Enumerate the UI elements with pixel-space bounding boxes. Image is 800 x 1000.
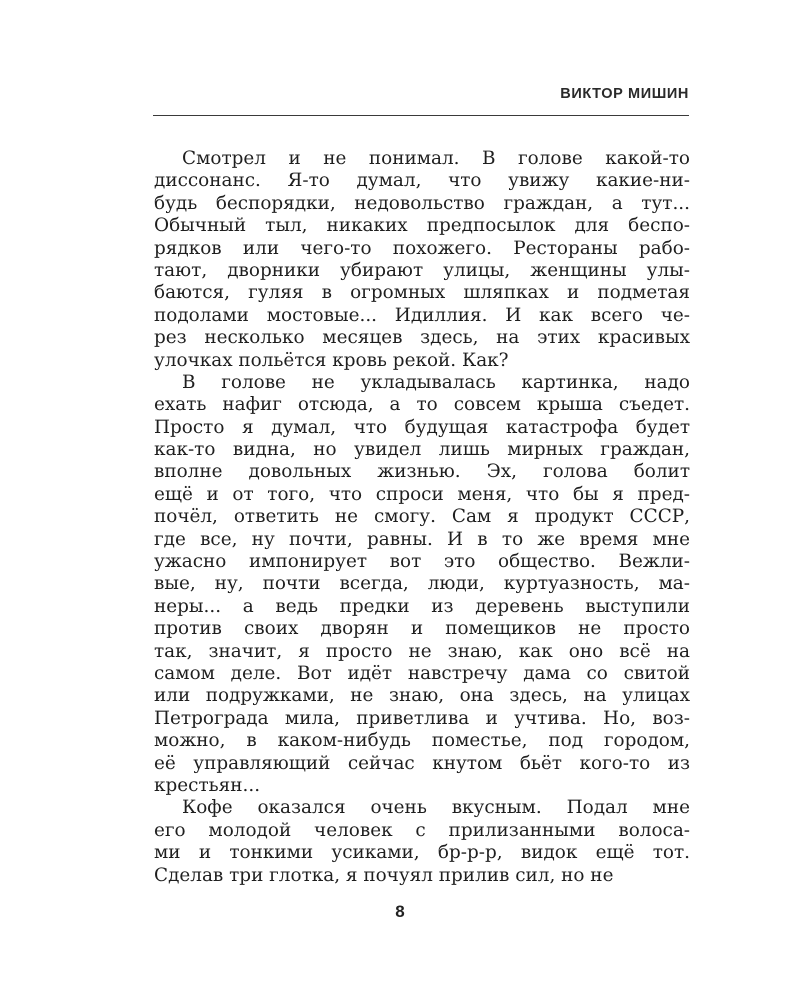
text-line: Сделав три глотка, я почуял прилив сил, но не bbox=[154, 864, 614, 886]
paragraph bbox=[154, 148, 690, 372]
text-line: диссонанс. Я-то думал, что увижу какие-ни- bbox=[154, 170, 690, 192]
text-line: вполне довольных жизнью. Эх, голова болит bbox=[154, 461, 690, 483]
text-line: Смотрел и не понимал. В голове какой-то bbox=[182, 148, 690, 169]
text-line: улочках польётся кровь рекой. Как? bbox=[154, 349, 509, 371]
text-line: Обычный тыл, никаких предпосылок для беспо- bbox=[154, 215, 690, 237]
text-line: крестьян... bbox=[154, 774, 261, 796]
text-line: тают, дворники убирают улицы, женщины улы- bbox=[154, 259, 690, 281]
text-line: самом деле. Вот идёт навстречу дама со свитой bbox=[154, 662, 690, 684]
text-line: неры... а ведь предки из деревень выступили bbox=[154, 595, 690, 617]
text-line: против своих дворян и помещиков не просто bbox=[154, 618, 690, 640]
text-line: его молодой человек с прилизанными волоса- bbox=[154, 819, 690, 841]
text-line: Просто я думал, что будущая катастрофа будет bbox=[154, 416, 690, 438]
text-line: Кофе оказался очень вкусным. Подал мне bbox=[182, 797, 690, 819]
running-head-author: ВИКТОР МИШИН bbox=[560, 86, 689, 102]
text-line: вые, ну, почти всегда, люди, куртуазность, ма- bbox=[154, 573, 690, 595]
text-line: баются, гуляя в огромных шляпках и подметая bbox=[154, 282, 690, 304]
text-line: можно, в каком-нибудь поместье, под городом, bbox=[154, 730, 690, 752]
paragraph bbox=[154, 372, 690, 797]
text-line: ужасно импонирует вот это общество. Вежли- bbox=[154, 551, 690, 573]
body-text bbox=[154, 148, 690, 887]
text-line: будь беспорядки, недовольство граждан, а тут... bbox=[154, 192, 690, 214]
text-line: её управляющий сейчас кнутом бьёт кого-то из bbox=[154, 752, 690, 774]
text-line: рядков или чего-то похожего. Рестораны рабо- bbox=[154, 237, 690, 259]
text-line: ещё и от того, что спроси меня, что бы я пред- bbox=[154, 483, 690, 505]
text-line: так, значит, я просто не знаю, как оно всё на bbox=[154, 640, 690, 662]
text-line: ехать нафиг отсюда, а то совсем крыша съедет. bbox=[154, 394, 690, 416]
text-line: В голове не укладывалась картинка, надо bbox=[182, 371, 690, 393]
text-line: рез несколько месяцев здесь, на этих красивых bbox=[154, 327, 690, 349]
text-line: где все, ну почти, равны. И в то же время мне bbox=[154, 528, 690, 550]
text-line: или подружками, не знаю, она здесь, на улицах bbox=[154, 685, 690, 707]
page-number: 8 bbox=[395, 902, 405, 921]
text-line: почёл, ответить не смогу. Сам я продукт СССР, bbox=[154, 506, 690, 528]
header-rule bbox=[153, 115, 689, 116]
text-line: подолами мостовые... Идиллия. И как всего че- bbox=[154, 304, 690, 326]
text-line: как-то видна, но увидел лишь мирных граждан, bbox=[154, 439, 690, 461]
text-line: Петрограда мила, приветлива и учтива. Но, воз- bbox=[154, 707, 690, 729]
paragraph bbox=[154, 797, 690, 887]
text-line: ми и тонкими усиками, бр-р-р, видок ещё тот. bbox=[154, 842, 690, 864]
